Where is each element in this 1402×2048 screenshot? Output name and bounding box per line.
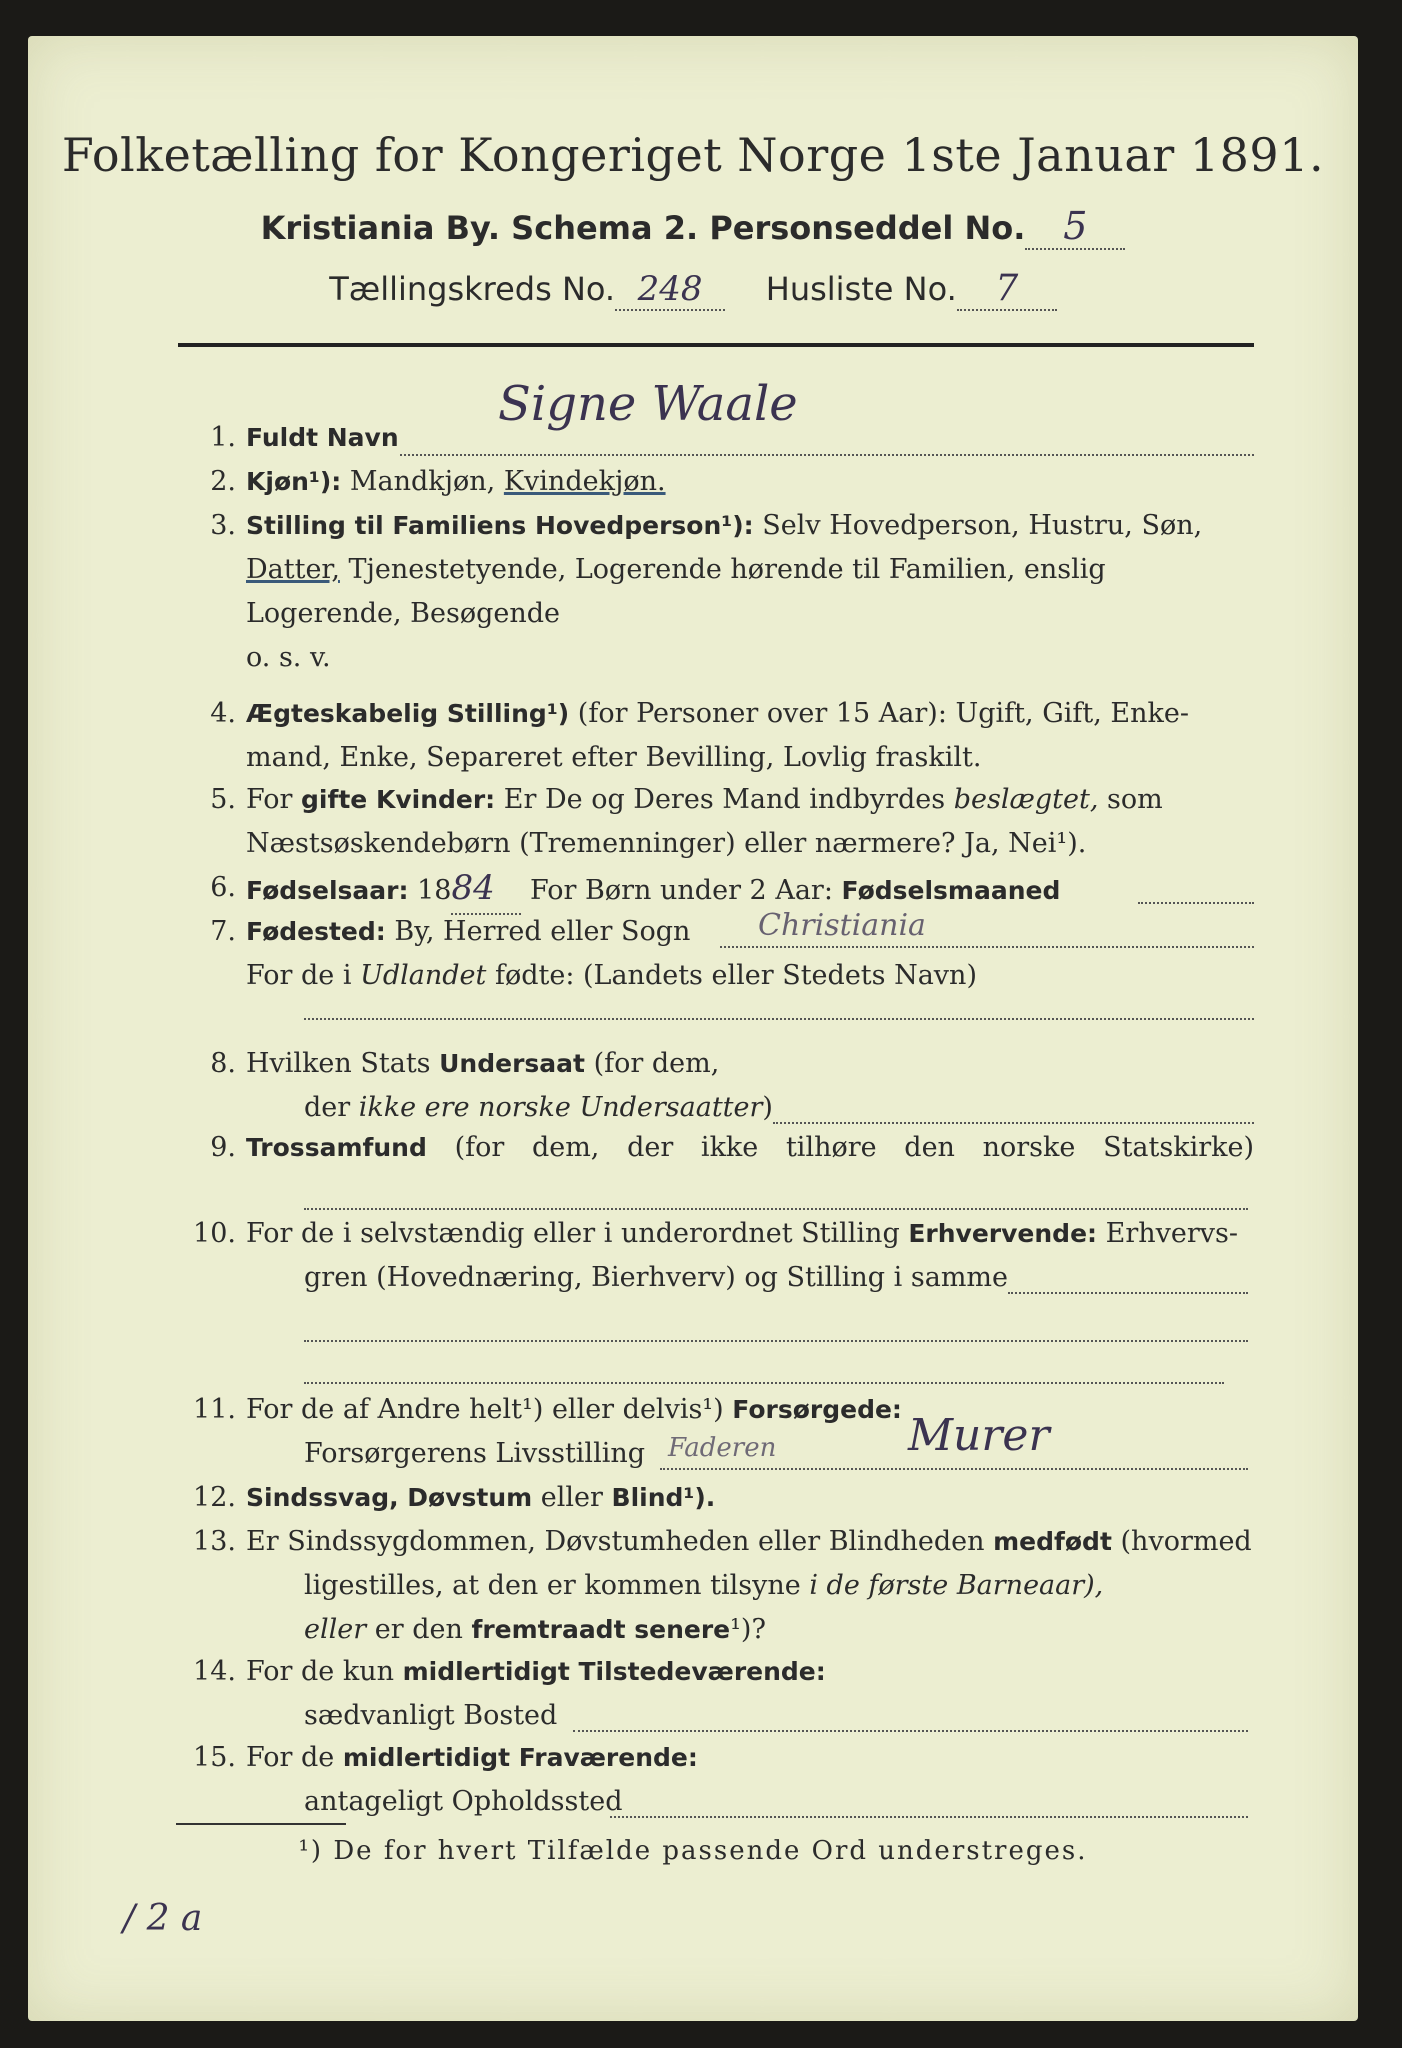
form-title: Folketælling for Kongeriget Norge 1ste Januar 1891. [61, 128, 1325, 182]
sex-options: Mandkjøn, [349, 466, 496, 497]
item-number: 15. [193, 1742, 236, 1773]
item-number: 11. [193, 1394, 236, 1425]
blind-label: Blind¹). [611, 1483, 716, 1512]
temp-absent-pre: For de [246, 1742, 335, 1773]
acquired-later-label: fremtraadt senere [471, 1615, 731, 1644]
birth-month-field[interactable] [1138, 902, 1254, 904]
congenital-line-3: er den [374, 1614, 463, 1645]
item-number: 9. [210, 1132, 236, 1163]
position-options-3: Logerende, Besøgende [246, 598, 560, 629]
name-value: Signe Waale [498, 376, 798, 432]
item-number: 12. [193, 1482, 236, 1513]
usual-residence-label: sædvanligt Bosted [304, 1700, 558, 1731]
congenital-childhood: i de første Barneaar), [809, 1570, 1104, 1601]
abroad-field[interactable] [304, 1018, 1254, 1020]
citizenship-field[interactable] [773, 1122, 1254, 1124]
probable-residence-label: antageligt Opholdssted [304, 1786, 623, 1817]
congenital-close: ¹)? [730, 1614, 766, 1645]
citizenship-close: ) [762, 1092, 773, 1123]
congenital-line-2: ligestilles, at den er kommen tilsyne [304, 1570, 801, 1601]
birthplace-label: Fødested: [246, 917, 386, 946]
abroad-word: Udlandet [360, 960, 487, 991]
position-osv: o. s. v. [246, 642, 331, 673]
occupation-pre: For de i selvstændig eller i underordnet Stilling [246, 1218, 900, 1249]
footnote: ¹) De for hvert Tilfælde passende Ord understreges. [298, 1836, 1088, 1866]
citizenship-pre: Hvilken Stats [246, 1048, 431, 1079]
position-options: Selv Hovedperson, Hustru, Søn, [762, 510, 1203, 541]
kreds-line [28, 268, 1358, 311]
sex-label: Kjøn¹): [246, 467, 342, 496]
position-selected: Datter, [246, 554, 340, 585]
occupation-note-2: gren (Hovednæring, Bierhverv) og Stilling i samme [304, 1262, 1009, 1293]
religion-note: (for dem, der ikke tilhøre den norske Statskirke) [454, 1132, 1254, 1163]
name-label: Fuldt Navn [246, 423, 399, 452]
header-divider [178, 343, 1254, 347]
item-number: 3. [210, 510, 236, 541]
disability-or: eller [540, 1482, 603, 1513]
occupation-field-2[interactable] [304, 1340, 1248, 1342]
provider-label: Forsørgerens Livsstilling [304, 1438, 646, 1469]
occupation-field-3[interactable] [304, 1382, 1224, 1384]
marital-options: (for Personer over 15 Aar): Ugift, Gift, Enke- [577, 698, 1189, 729]
citizenship-label: Undersaat [439, 1049, 585, 1078]
occupation-label: Erhvervende: [908, 1219, 1098, 1248]
usual-residence-field[interactable] [573, 1730, 1248, 1732]
probable-residence-field[interactable] [610, 1816, 1248, 1818]
birthplace-options: By, Herred eller Sogn [394, 916, 691, 947]
religion-label: Trossamfund [246, 1133, 427, 1162]
footnote-divider [176, 1823, 346, 1825]
citizenship-note: (for dem, [593, 1048, 720, 1079]
temp-absent-label: midlertidigt Fraværende: [342, 1743, 698, 1772]
item-number: 5. [210, 784, 236, 815]
name-field[interactable] [400, 454, 1254, 456]
occupation-note: Erhvervs- [1105, 1218, 1239, 1249]
birth-year-value: 84 [451, 868, 495, 908]
margin-annotation: / 2 a [123, 1898, 203, 1939]
dependents-pre: For de af Andre helt¹) eller delvis¹) [246, 1394, 724, 1425]
birth-year-label: Fødselsaar: [246, 876, 409, 905]
congenital-eller: eller [304, 1614, 367, 1645]
provider-relation: Faderen [668, 1433, 777, 1463]
item-number: 8. [210, 1048, 236, 1079]
marital-options-2: mand, Enke, Separeret efter Bevilling, Lovlig fraskilt. [246, 742, 982, 773]
item-5-pre: For [246, 784, 293, 815]
item-number: 10. [193, 1218, 236, 1249]
congenital-note: (hvormed [1120, 1526, 1252, 1557]
marital-label: Ægteskabelig Stilling¹) [246, 699, 570, 728]
kreds-number: 248 [637, 269, 703, 309]
husliste-number: 7 [995, 268, 1019, 309]
birth-year-prefix: 18 [417, 875, 452, 906]
item-5-question-2: Næstsøskendebørn (Tremenninger) eller nærmere? Ja, Nei¹). [246, 828, 1087, 859]
provider-occupation: Murer [908, 1410, 1050, 1461]
census-form [28, 36, 1358, 2021]
temp-present-pre: For de kun [246, 1656, 394, 1687]
occupation-field-1[interactable] [1008, 1292, 1248, 1294]
temp-present-label: midlertidigt Tilstedeværende: [402, 1657, 826, 1686]
item-number: 14. [193, 1656, 236, 1687]
personseddel-number: 5 [1063, 204, 1088, 248]
item-number: 4. [210, 698, 236, 729]
position-options-2: Tjenestetyende, Logerende hørende til Familien, enslig [348, 554, 1106, 585]
item-number: 7. [210, 916, 236, 947]
item-number: 13. [193, 1526, 236, 1557]
schema-label: Kristiania By. Schema 2. Personseddel No. [260, 209, 1026, 247]
birthplace-value: Christiania [758, 908, 926, 943]
item-number: 1. [210, 422, 236, 453]
item-5-som: som [1107, 784, 1163, 815]
kreds-label: Tællingskreds No. [329, 270, 616, 308]
citizenship-der: der [304, 1092, 351, 1123]
congenital-label: medfødt [993, 1527, 1112, 1556]
congenital-pre: Er Sindssygdommen, Døvstumheden eller Blindheden [246, 1526, 985, 1557]
dependents-label: Forsørgede: [732, 1395, 902, 1424]
married-women-label: gifte Kvinder: [301, 785, 496, 814]
item-number: 2. [210, 466, 236, 497]
sex-selected: Kvindekjøn. [503, 466, 666, 497]
religion-field[interactable] [304, 1208, 1248, 1210]
birth-month-note: For Børn under 2 Aar: [530, 875, 833, 906]
disability-label: Sindssvag, Døvstum [246, 1483, 533, 1512]
schema-line [28, 204, 1358, 250]
abroad-post: fødte: (Landets eller Stedets Navn) [494, 960, 977, 991]
position-label: Stilling til Familiens Hovedperson¹): [246, 511, 754, 540]
citizenship-italic: ikke ere norske Undersaatter [358, 1092, 763, 1123]
item-number: 6. [210, 872, 236, 903]
item-5-question: Er De og Deres Mand indbyrdes [503, 784, 946, 815]
husliste-label: Husliste No. [765, 270, 957, 308]
abroad-pre: For de i [246, 960, 352, 991]
birth-month-label: Fødselsmaaned [841, 876, 1061, 905]
item-5-related: beslægtet, [953, 784, 1099, 815]
